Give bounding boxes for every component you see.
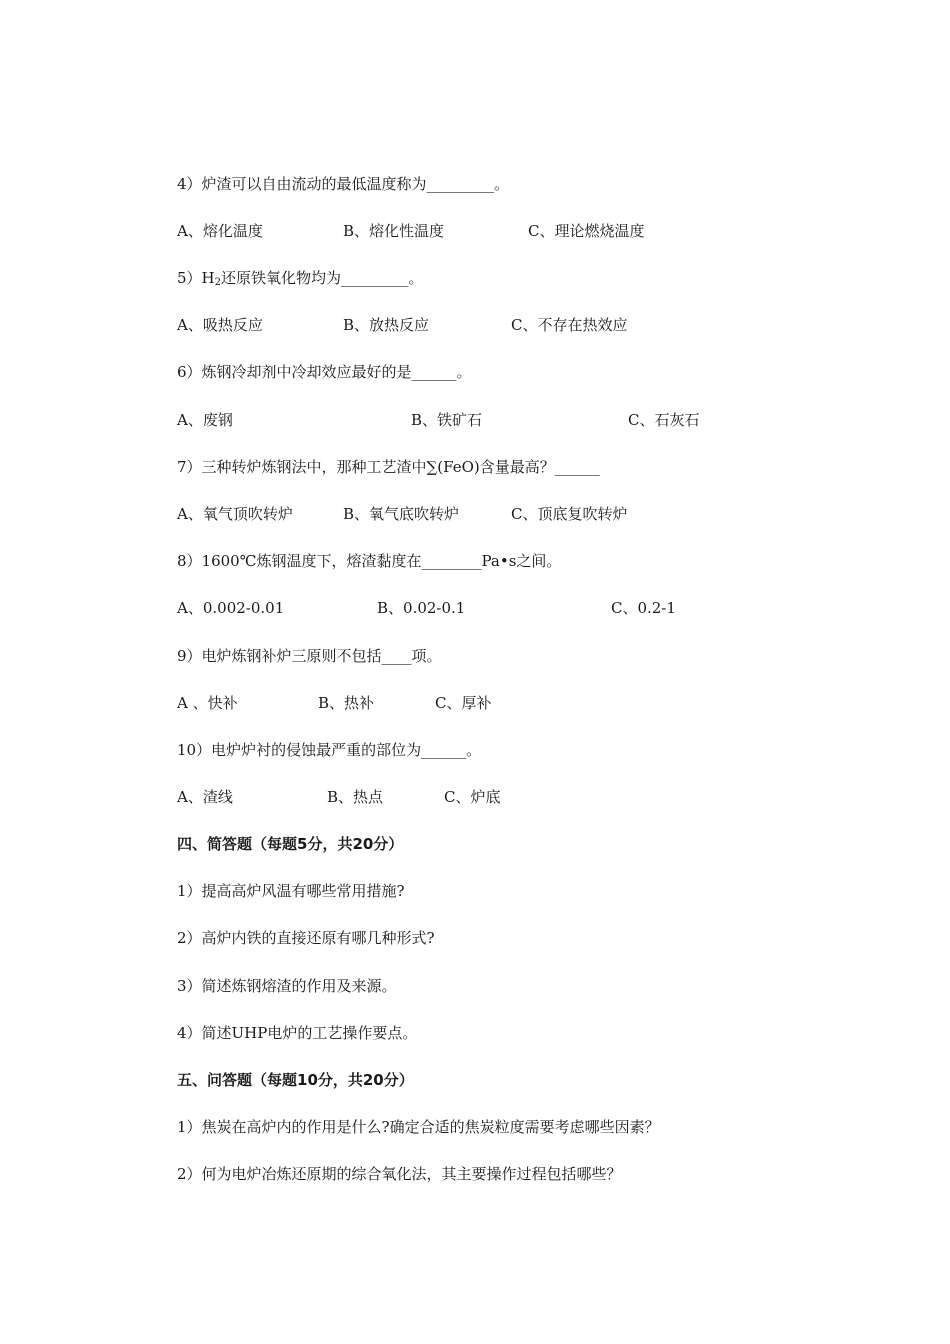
question-5-option-b: B、放热反应 (343, 316, 430, 334)
question-6-option-c: C、石灰石 (628, 411, 700, 429)
section-5-item: 2）何为电炉冶炼还原期的综合氧化法，其主要操作过程包括哪些？ (177, 1165, 622, 1183)
question-5-stem-prefix: 5）H (177, 269, 215, 287)
question-6-stem: 6）炼钢冷却剂中冷却效应最好的是______。 (177, 363, 472, 381)
question-7-stem: 7）三种转炉炼钢法中，那种工艺渣中∑(FeO)含量最高？______ (177, 458, 600, 476)
question-5-option-a: A、吸热反应 (177, 316, 263, 334)
question-9-option-b: B、热补 (318, 694, 375, 712)
question-4-stem: 4）炉渣可以自由流动的最低温度称为_________。 (177, 175, 510, 193)
question-5-stem-suffix: 还原铁氧化物均为_________。 (221, 269, 424, 287)
section-5-title: 五、问答题（每题10分，共20分） (177, 1071, 414, 1089)
question-4-option-b: B、熔化性温度 (343, 222, 445, 240)
question-10-stem: 10）电炉炉衬的侵蚀最严重的部位为______。 (177, 741, 482, 759)
question-8-option-b: B、0.02-0.1 (377, 599, 466, 617)
question-9-stem: 9）电炉炼钢补炉三原则不包括____项。 (177, 647, 442, 665)
question-6-option-b: B、铁矿石 (411, 411, 483, 429)
question-7-option-c: C、顶底复吹转炉 (511, 505, 628, 523)
question-10-option-a: A、渣线 (177, 788, 233, 806)
section-4-title: 四、简答题（每题5分，共20分） (177, 835, 404, 853)
section-4-item: 1）提高高炉风温有哪些常用措施? (177, 882, 405, 900)
question-7-option-b: B、氧气底吹转炉 (343, 505, 460, 523)
section-4-item: 3）简述炼钢熔渣的作用及来源。 (177, 977, 397, 995)
question-10-option-b: B、热点 (327, 788, 384, 806)
question-5-stem (177, 268, 424, 293)
question-5-option-c: C、不存在热效应 (511, 316, 628, 334)
section-4-item: 2）高炉内铁的直接还原有哪几种形式? (177, 929, 435, 947)
question-8-option-c: C、0.2-1 (611, 599, 676, 617)
question-8-option-a: A、0.002-0.01 (177, 599, 285, 617)
question-7-option-a: A、氧气顶吹转炉 (177, 505, 293, 523)
question-5-subscript: 2 (214, 277, 221, 288)
section-4-item: 4）简述UHP电炉的工艺操作要点。 (177, 1024, 418, 1042)
question-9-option-a: A 、快补 (177, 694, 238, 712)
question-4-option-a: A、熔化温度 (177, 222, 263, 240)
question-10-option-c: C、炉底 (444, 788, 501, 806)
question-8-stem: 8）1600℃炼钢温度下，熔渣黏度在________Pa•s之间。 (177, 552, 562, 570)
question-4-option-c: C、理论燃烧温度 (528, 222, 645, 240)
question-6-option-a: A、废钢 (177, 411, 233, 429)
question-9-option-c: C、厚补 (435, 694, 492, 712)
section-5-item: 1）焦炭在高炉内的作用是什么?确定合适的焦炭粒度需要考虑哪些因素？ (177, 1118, 660, 1136)
